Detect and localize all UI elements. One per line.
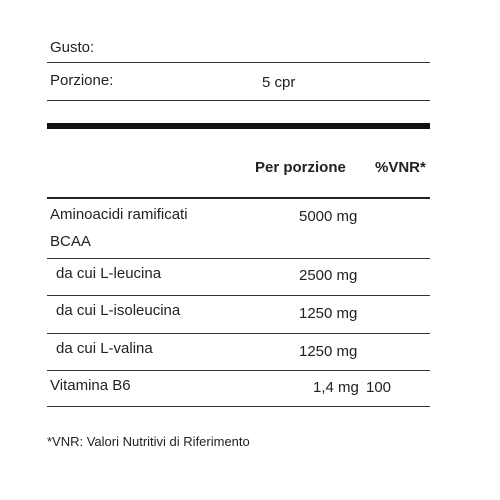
row-divider — [47, 295, 430, 296]
divider — [47, 100, 430, 101]
row-divider — [47, 370, 430, 371]
gusto-label: Gusto: — [50, 39, 95, 56]
column-header-vnr: %VNR* — [375, 159, 426, 176]
nutrient-name: da cui L-leucina — [56, 265, 162, 282]
nutrient-name: da cui L-valina — [56, 340, 153, 357]
nutrient-name: Aminoacidi ramificati — [50, 206, 188, 223]
row-divider — [47, 258, 430, 259]
footnote: *VNR: Valori Nutritivi di Riferimento — [47, 434, 250, 449]
nutrient-name: Vitamina B6 — [50, 377, 131, 394]
column-header-per-portion: Per porzione — [255, 159, 346, 176]
thick-divider — [47, 123, 430, 129]
header-divider — [47, 197, 430, 199]
porzione-label: Porzione: — [50, 72, 114, 89]
porzione-value: 5 cpr — [262, 74, 296, 91]
row-divider — [47, 333, 430, 334]
divider — [47, 62, 430, 63]
nutrient-amount: 1250 mg — [299, 343, 358, 360]
nutrient-amount: 1,4 mg — [313, 379, 359, 396]
nutrient-amount: 2500 mg — [299, 267, 358, 284]
nutrient-vnr: 100 — [366, 379, 392, 396]
nutrient-amount: 5000 mg — [299, 208, 358, 225]
nutrient-name-continued: BCAA — [50, 233, 91, 250]
nutrient-amount: 1250 mg — [299, 305, 358, 322]
row-divider — [47, 406, 430, 407]
nutrient-name: da cui L-isoleucina — [56, 302, 181, 319]
